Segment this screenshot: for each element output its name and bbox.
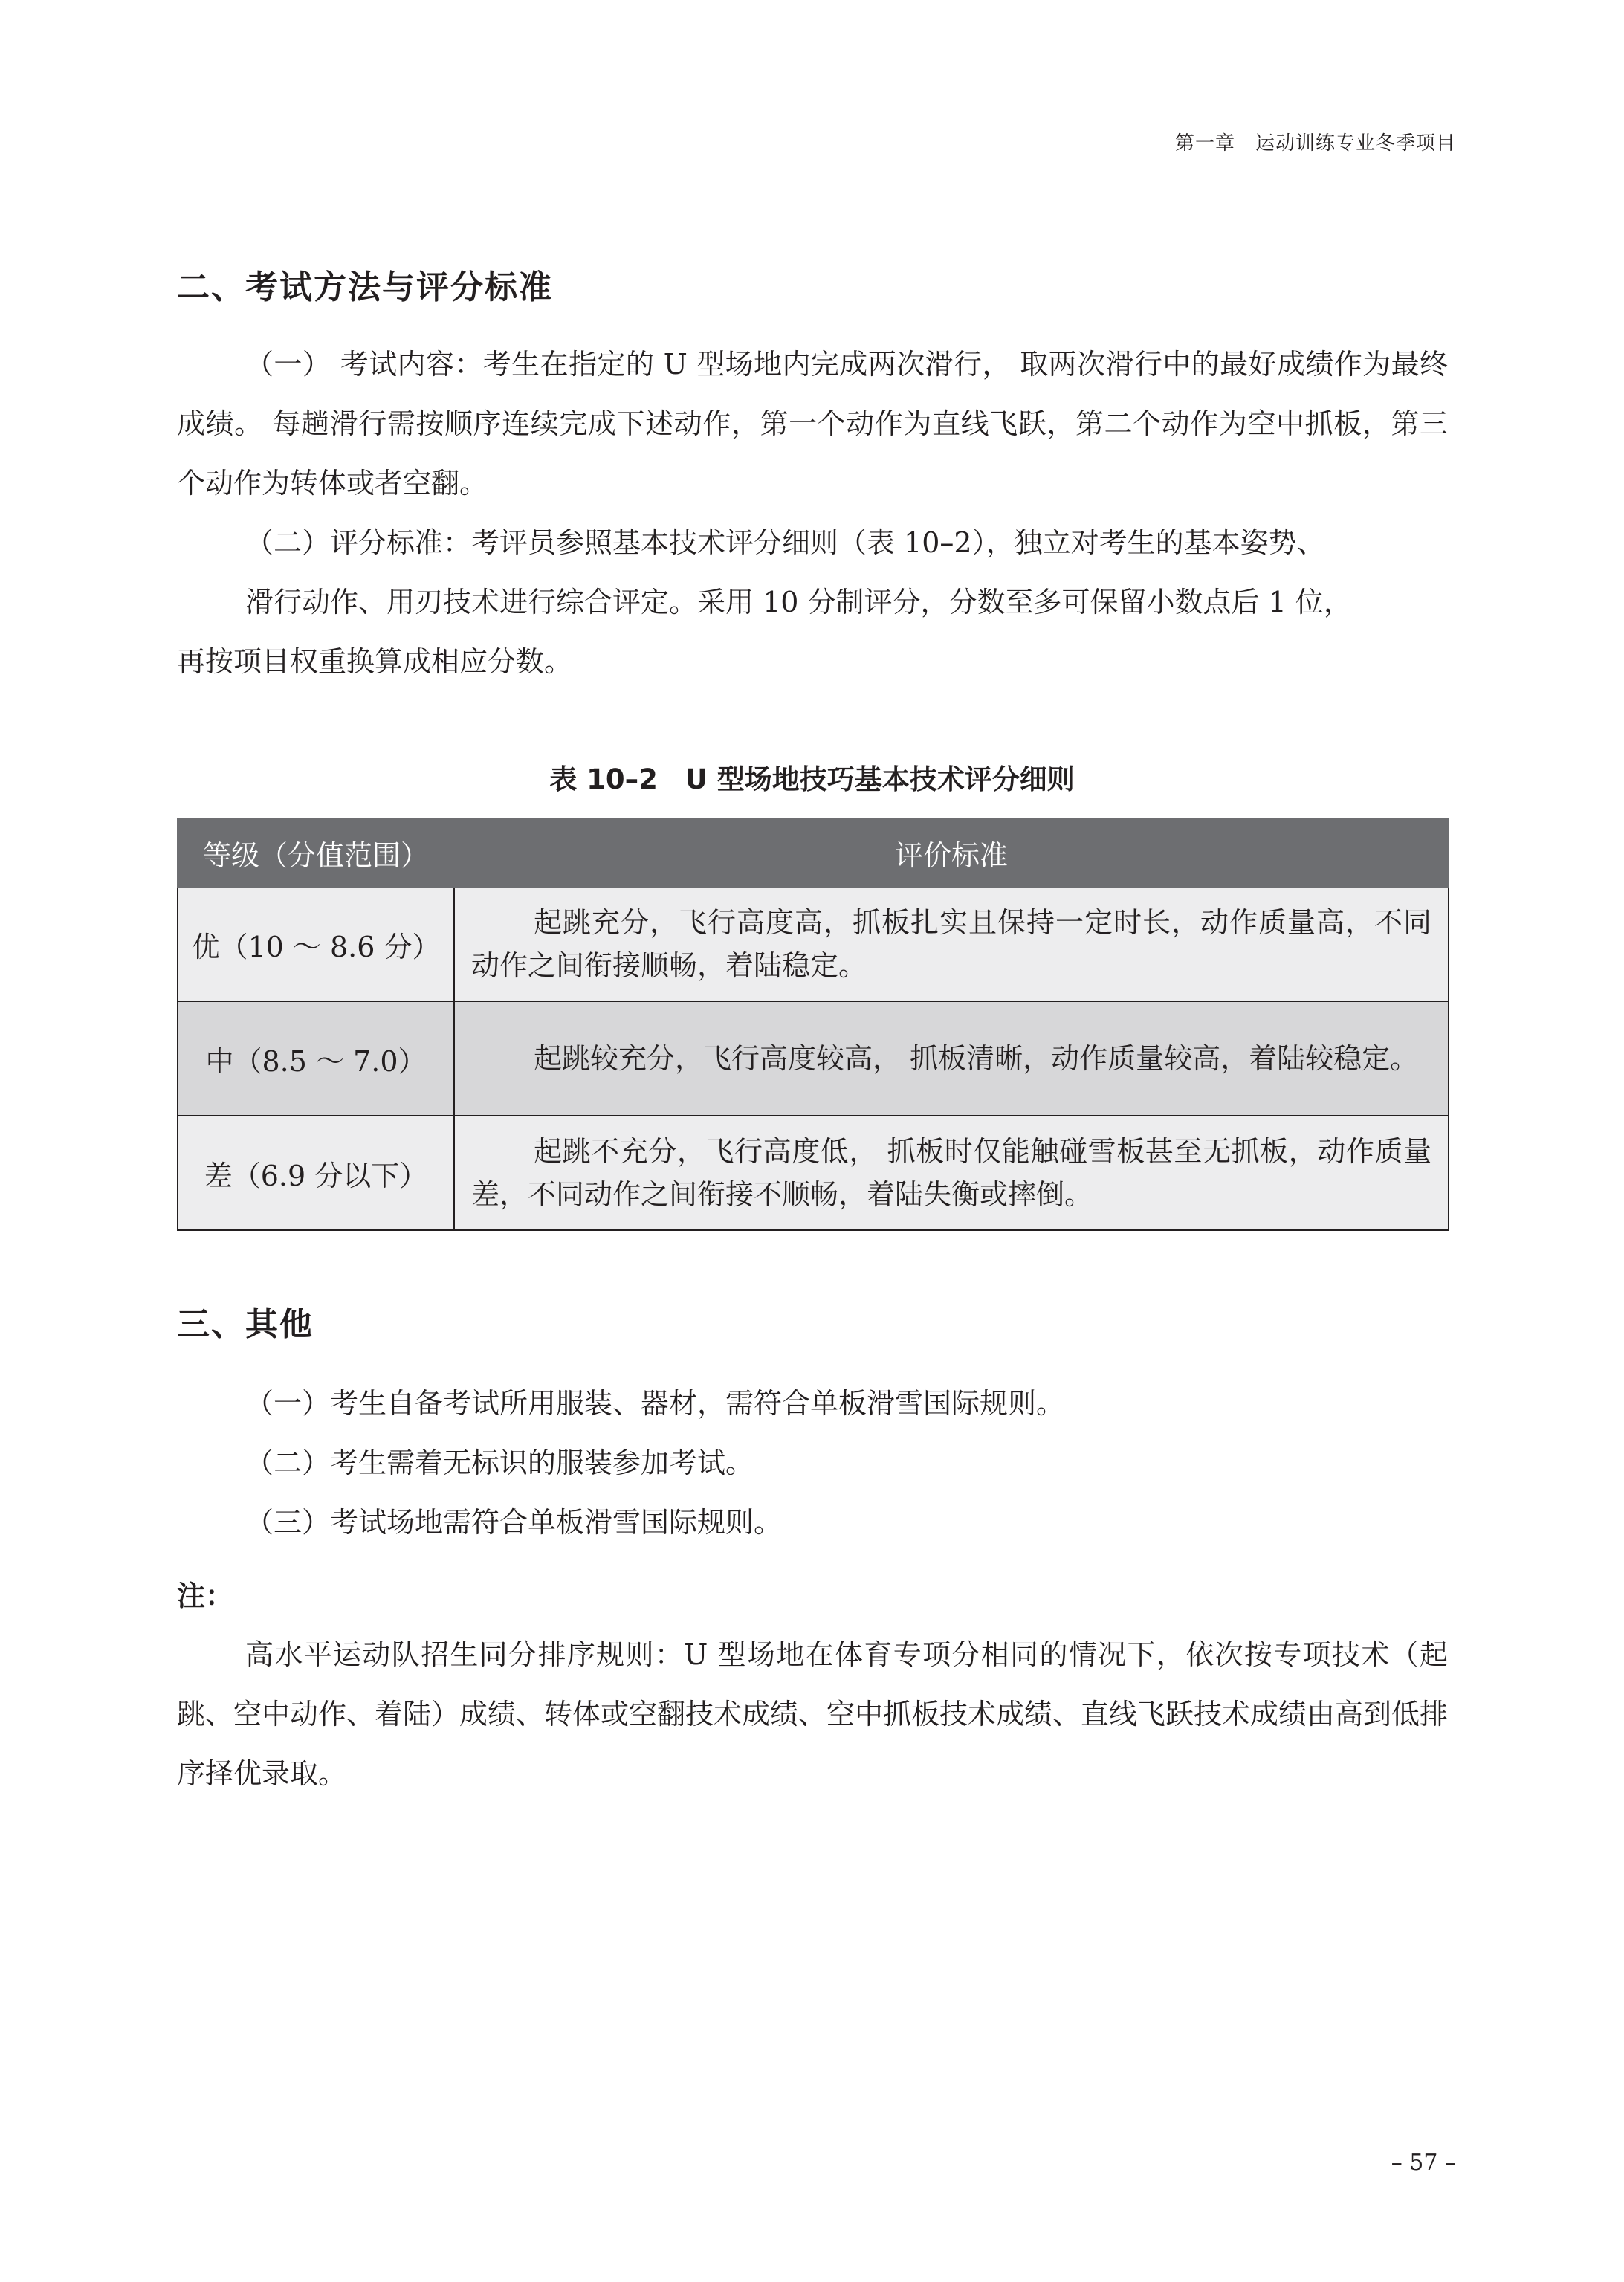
running-header: 第一章 运动训练专业冬季项目	[1174, 132, 1456, 155]
criteria-cell: 起跳充分，飞行高度高，抓板扎实且保持一定时长，动作质量高，不同动作之间衔接顺畅，着陆稳定。	[454, 887, 1449, 1001]
section-heading-other: 三、其他	[177, 1305, 314, 1343]
note-label: 注：	[177, 1579, 234, 1612]
table-row	[178, 1001, 1449, 1116]
table-row	[178, 1116, 1449, 1230]
grade-cell: 中（8.5 ～ 7.0）	[178, 1001, 454, 1116]
list-item: （一）考生自备考试所用服装、器材，需符合单板滑雪国际规则。	[245, 1387, 1065, 1420]
page-number: – 57 –	[1391, 2150, 1456, 2176]
scoring-standard-line-2: 滑行动作、用刃技术进行综合评定。采用 10 分制评分，分数至多可保留小数点后 1 位，	[245, 586, 1352, 618]
section-heading-exam-method: 二、考试方法与评分标准	[177, 268, 553, 306]
scoring-standard-line-3: 再按项目权重换算成相应分数。	[177, 645, 573, 678]
scoring-standard-line-1: （二）评分标准：考评员参照基本技术评分细则（表 10–2），独立对考生的基本姿势、	[245, 526, 1325, 559]
criteria-cell: 起跳不充分，飞行高度低， 抓板时仅能触碰雪板甚至无抓板，动作质量差，不同动作之间衔接不顺畅，着陆失衡或摔倒。	[454, 1116, 1449, 1230]
table-header-row	[178, 818, 1449, 887]
note-paragraph: 高水平运动队招生同分排序规则：U 型场地在体育专项分相同的情况下，依次按专项技术（起跳、空中动作、着陆）成绩、转体或空翻技术成绩、空中抓板技术成绩、直线飞跃技术成绩由高到低排序择优录取。	[177, 1638, 1449, 1790]
list-item: （三）考试场地需符合单板滑雪国际规则。	[245, 1506, 783, 1539]
table-row	[178, 887, 1449, 1001]
scoring-table	[177, 818, 1449, 1231]
criteria-column-header: 评价标准	[454, 818, 1449, 887]
criteria-cell: 起跳较充分，飞行高度较高， 抓板清晰，动作质量较高，着陆较稳定。	[454, 1001, 1449, 1116]
grade-column-header: 等级（分值范围）	[178, 818, 454, 887]
table-caption: 表 10–2 U 型场地技巧基本技术评分细则	[549, 763, 1075, 795]
list-item: （二）考生需着无标识的服装参加考试。	[245, 1447, 754, 1479]
grade-cell: 差（6.9 分以下）	[178, 1116, 454, 1230]
grade-cell: 优（10 ～ 8.6 分）	[178, 887, 454, 1001]
exam-content-paragraph: （一） 考试内容：考生在指定的 U 型场地内完成两次滑行， 取两次滑行中的最好成绩作为最终成绩。 每趟滑行需按顺序连续完成下述动作，第一个动作为直线飞跃，第二个动作为空中抓板，第三个动作为转体或者空翻。	[177, 348, 1448, 500]
